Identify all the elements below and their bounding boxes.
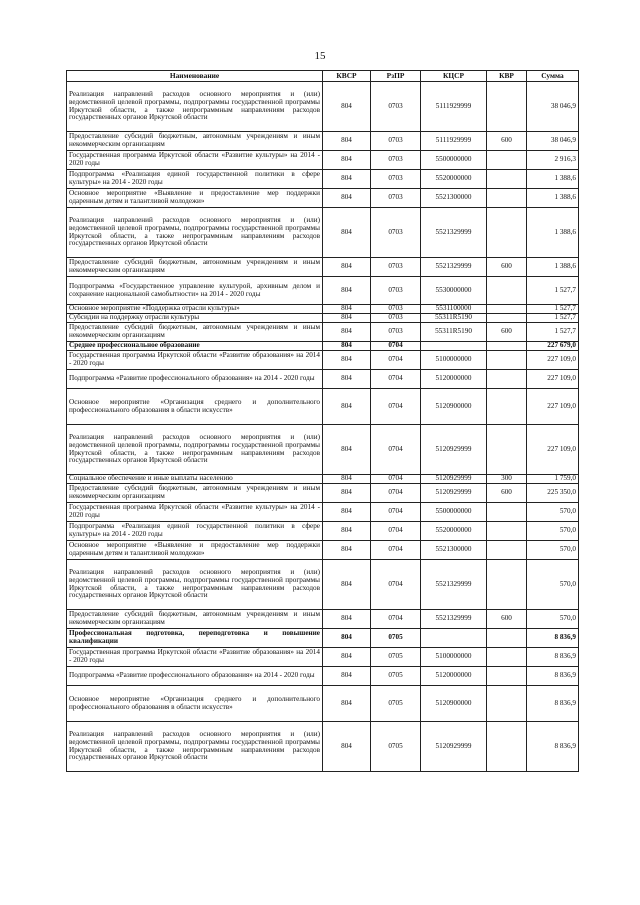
cell-rzpr: 0703 <box>371 314 421 323</box>
cell-kvsr: 804 <box>323 132 371 151</box>
cell-sum: 1 527,7 <box>527 323 579 342</box>
cell-kcsr: 5521300000 <box>421 189 487 208</box>
cell-kcsr: 5120929999 <box>421 484 487 503</box>
cell-kvsr: 804 <box>323 425 371 475</box>
cell-name: Основное мероприятие «Поддержка отрасли культуры» <box>67 305 323 314</box>
cell-kcsr: 5111929999 <box>421 132 487 151</box>
cell-kcsr: 5521329999 <box>421 610 487 629</box>
cell-name: Среднее профессиональное образование <box>67 342 323 351</box>
cell-rzpr: 0703 <box>371 189 421 208</box>
cell-kcsr: 5521329999 <box>421 258 487 277</box>
cell-sum: 225 350,0 <box>527 484 579 503</box>
table-row <box>67 323 579 342</box>
cell-rzpr: 0704 <box>371 522 421 541</box>
cell-name: Государственная программа Иркутской области «Развитие культуры» на 2014 - 2020 годы <box>67 151 323 170</box>
cell-sum: 1 527,7 <box>527 314 579 323</box>
table-header-row <box>67 71 579 82</box>
cell-rzpr: 0705 <box>371 667 421 686</box>
cell-sum: 227 109,0 <box>527 370 579 389</box>
cell-kvsr: 804 <box>323 667 371 686</box>
header-kvsr: КВСР <box>323 71 371 82</box>
table-row <box>67 722 579 772</box>
cell-kvsr: 804 <box>323 170 371 189</box>
cell-kcsr: 5520000000 <box>421 170 487 189</box>
cell-kcsr <box>421 629 487 648</box>
table-row <box>67 82 579 132</box>
cell-kvsr: 804 <box>323 151 371 170</box>
cell-kvsr: 804 <box>323 503 371 522</box>
cell-rzpr: 0705 <box>371 629 421 648</box>
cell-rzpr: 0705 <box>371 686 421 722</box>
cell-rzpr: 0705 <box>371 648 421 667</box>
cell-kcsr: 5500000000 <box>421 503 487 522</box>
cell-rzpr: 0704 <box>371 370 421 389</box>
cell-name: Государственная программа Иркутской области «Развитие образования» на 2014 - 2020 годы <box>67 351 323 370</box>
cell-kvsr: 804 <box>323 208 371 258</box>
cell-kvr <box>487 541 527 560</box>
cell-sum: 38 046,9 <box>527 82 579 132</box>
cell-kcsr: 5531100000 <box>421 305 487 314</box>
cell-rzpr: 0703 <box>371 305 421 314</box>
cell-rzpr: 0704 <box>371 425 421 475</box>
cell-sum: 570,0 <box>527 503 579 522</box>
table-row <box>67 342 579 351</box>
cell-name: Субсидии на поддержку отрасли культуры <box>67 314 323 323</box>
table-row <box>67 277 579 305</box>
cell-kvr: 600 <box>487 484 527 503</box>
cell-kvsr: 804 <box>323 351 371 370</box>
cell-kvr <box>487 351 527 370</box>
table-row <box>67 258 579 277</box>
table-row <box>67 686 579 722</box>
header-rzpr: РзПР <box>371 71 421 82</box>
table-row <box>67 629 579 648</box>
cell-kvr <box>487 648 527 667</box>
table-row <box>67 389 579 425</box>
table-row <box>67 648 579 667</box>
table-row <box>67 667 579 686</box>
cell-name: Основное мероприятие «Организация среднего и дополнительного профессионального образования в области искусств» <box>67 389 323 425</box>
cell-rzpr: 0703 <box>371 151 421 170</box>
table-row <box>67 522 579 541</box>
cell-kvr: 600 <box>487 258 527 277</box>
cell-kvsr: 804 <box>323 323 371 342</box>
table-row <box>67 314 579 323</box>
cell-kcsr: 5120000000 <box>421 667 487 686</box>
table-row <box>67 370 579 389</box>
cell-sum: 570,0 <box>527 522 579 541</box>
page-number: 15 <box>314 50 326 62</box>
cell-kvsr: 804 <box>323 342 371 351</box>
cell-kvr: 600 <box>487 610 527 629</box>
cell-name: Предоставление субсидий бюджетным, автономным учреждениям и иным некоммерческим организациям <box>67 132 323 151</box>
table-row <box>67 541 579 560</box>
header-name: Наименование <box>67 71 323 82</box>
table-row <box>67 208 579 258</box>
cell-kvsr: 804 <box>323 629 371 648</box>
cell-kcsr: 5521329999 <box>421 560 487 610</box>
cell-name: Реализация направлений расходов основного мероприятия и (или) ведомственной целевой программы, подпрограммы государственной программы Иркутской области, а также непрограммным направлениям расходов государственных органов Иркутской области <box>67 722 323 772</box>
cell-sum: 2 916,3 <box>527 151 579 170</box>
cell-kvsr: 804 <box>323 258 371 277</box>
table-row <box>67 170 579 189</box>
cell-kvr <box>487 522 527 541</box>
cell-kcsr: 5120000000 <box>421 370 487 389</box>
cell-name: Социальное обеспечение и иные выплаты населению <box>67 475 323 484</box>
cell-rzpr: 0703 <box>371 277 421 305</box>
cell-sum: 8 836,9 <box>527 629 579 648</box>
cell-name: Государственная программа Иркутской области «Развитие культуры» на 2014 - 2020 годы <box>67 503 323 522</box>
cell-name: Реализация направлений расходов основного мероприятия и (или) ведомственной целевой программы, подпрограммы государственной программы Иркутской области, а также непрограммным направлениям расходов государственных органов Иркутской области <box>67 560 323 610</box>
cell-kcsr: 5500000000 <box>421 151 487 170</box>
cell-name: Профессиональная подготовка, переподготовка и повышение квалификации <box>67 629 323 648</box>
cell-sum: 227 109,0 <box>527 389 579 425</box>
cell-kvsr: 804 <box>323 389 371 425</box>
header-kcsr: КЦСР <box>421 71 487 82</box>
cell-kcsr: 5520000000 <box>421 522 487 541</box>
cell-kvr <box>487 170 527 189</box>
cell-kvr <box>487 389 527 425</box>
cell-sum: 570,0 <box>527 541 579 560</box>
cell-sum: 1 388,6 <box>527 170 579 189</box>
cell-kvsr: 804 <box>323 189 371 208</box>
cell-kvr <box>487 560 527 610</box>
cell-kcsr: 5521300000 <box>421 541 487 560</box>
cell-kvr <box>487 151 527 170</box>
table-body <box>67 82 579 772</box>
cell-name: Основное мероприятие «Организация среднего и дополнительного профессионального образования в области искусств» <box>67 686 323 722</box>
cell-name: Основное мероприятие «Выявление и предоставление мер поддержки одаренным детям и талантливой молодежи» <box>67 189 323 208</box>
table-row <box>67 503 579 522</box>
cell-rzpr: 0704 <box>371 475 421 484</box>
cell-kcsr: 5120929999 <box>421 722 487 772</box>
cell-rzpr: 0704 <box>371 351 421 370</box>
cell-kvr <box>487 189 527 208</box>
cell-rzpr: 0704 <box>371 342 421 351</box>
cell-name: Основное мероприятие «Выявление и предоставление мер поддержки одаренным детям и талантливой молодежи» <box>67 541 323 560</box>
header-kvr: КВР <box>487 71 527 82</box>
cell-kcsr: 5521329999 <box>421 208 487 258</box>
cell-kvsr: 804 <box>323 484 371 503</box>
cell-rzpr: 0704 <box>371 610 421 629</box>
cell-kvsr: 804 <box>323 648 371 667</box>
cell-kvr <box>487 82 527 132</box>
cell-name: Реализация направлений расходов основного мероприятия и (или) ведомственной целевой программы, подпрограммы государственной программы Иркутской области, а также непрограммным направлениям расходов государственных органов Иркутской области <box>67 82 323 132</box>
cell-name: Подпрограмма «Реализация единой государственной политики в сфере культуры» на 2014 - 2020 годы <box>67 522 323 541</box>
cell-kvsr: 804 <box>323 610 371 629</box>
cell-kvr <box>487 305 527 314</box>
cell-name: Государственная программа Иркутской области «Развитие образования» на 2014 - 2020 годы <box>67 648 323 667</box>
cell-kvsr: 804 <box>323 370 371 389</box>
cell-kvr <box>487 208 527 258</box>
cell-rzpr: 0704 <box>371 503 421 522</box>
cell-rzpr: 0704 <box>371 541 421 560</box>
cell-rzpr: 0704 <box>371 389 421 425</box>
cell-kcsr: 5100000000 <box>421 351 487 370</box>
cell-name: Реализация направлений расходов основного мероприятия и (или) ведомственной целевой программы, подпрограммы государственной программы Иркутской области, а также непрограммным направлениям расходов государственных органов Иркутской области <box>67 425 323 475</box>
cell-kvsr: 804 <box>323 560 371 610</box>
cell-rzpr: 0703 <box>371 170 421 189</box>
cell-kcsr: 5120900000 <box>421 389 487 425</box>
cell-kvr <box>487 629 527 648</box>
cell-sum: 570,0 <box>527 560 579 610</box>
cell-rzpr: 0704 <box>371 560 421 610</box>
cell-sum: 1 527,7 <box>527 305 579 314</box>
cell-name: Подпрограмма «Развитие профессионального образования» на 2014 - 2020 годы <box>67 667 323 686</box>
cell-kvsr: 804 <box>323 305 371 314</box>
table-row <box>67 610 579 629</box>
cell-rzpr: 0703 <box>371 208 421 258</box>
cell-name: Подпрограмма «Развитие профессионального образования» на 2014 - 2020 годы <box>67 370 323 389</box>
table-row <box>67 351 579 370</box>
cell-sum: 8 836,9 <box>527 722 579 772</box>
cell-name: Реализация направлений расходов основного мероприятия и (или) ведомственной целевой программы, подпрограммы государственной программы Иркутской области, а также непрограммным направлениям расходов государственных органов Иркутской области <box>67 208 323 258</box>
cell-rzpr: 0703 <box>371 258 421 277</box>
cell-kvr: 600 <box>487 132 527 151</box>
cell-rzpr: 0705 <box>371 722 421 772</box>
cell-sum: 570,0 <box>527 610 579 629</box>
cell-kvsr: 804 <box>323 686 371 722</box>
cell-sum: 1 388,6 <box>527 189 579 208</box>
cell-rzpr: 0704 <box>371 484 421 503</box>
budget-table <box>66 70 579 772</box>
cell-name: Предоставление субсидий бюджетным, автономным учреждениям и иным некоммерческим организациям <box>67 610 323 629</box>
cell-kvsr: 804 <box>323 541 371 560</box>
cell-kcsr: 5120929999 <box>421 475 487 484</box>
cell-rzpr: 0703 <box>371 82 421 132</box>
cell-sum: 8 836,9 <box>527 686 579 722</box>
table-row <box>67 425 579 475</box>
cell-kvr <box>487 503 527 522</box>
cell-sum: 1 759,0 <box>527 475 579 484</box>
cell-sum: 1 388,6 <box>527 258 579 277</box>
cell-kcsr: 5120929999 <box>421 425 487 475</box>
cell-kvr <box>487 425 527 475</box>
cell-sum: 8 836,9 <box>527 648 579 667</box>
cell-kvsr: 804 <box>323 522 371 541</box>
cell-kvr <box>487 667 527 686</box>
cell-kvsr: 804 <box>323 82 371 132</box>
cell-sum: 1 527,7 <box>527 277 579 305</box>
cell-name: Предоставление субсидий бюджетным, автономным учреждениям и иным некоммерческим организациям <box>67 484 323 503</box>
cell-kcsr: 5120900000 <box>421 686 487 722</box>
cell-kvsr: 804 <box>323 722 371 772</box>
cell-name: Предоставление субсидий бюджетным, автономным учреждениям и иным некоммерческим организациям <box>67 258 323 277</box>
cell-kvr <box>487 342 527 351</box>
table-row <box>67 132 579 151</box>
cell-sum: 1 388,6 <box>527 208 579 258</box>
cell-kvr <box>487 722 527 772</box>
cell-kvsr: 804 <box>323 475 371 484</box>
cell-kvsr: 804 <box>323 277 371 305</box>
table-row <box>67 189 579 208</box>
cell-sum: 227 109,0 <box>527 351 579 370</box>
cell-sum: 38 046,9 <box>527 132 579 151</box>
cell-kvsr: 804 <box>323 314 371 323</box>
cell-rzpr: 0703 <box>371 132 421 151</box>
cell-kvr <box>487 314 527 323</box>
cell-rzpr: 0703 <box>371 323 421 342</box>
cell-name: Предоставление субсидий бюджетным, автономным учреждениям и иным некоммерческим организациям <box>67 323 323 342</box>
cell-name: Подпрограмма «Государственное управление культурой, архивным делом и сохранение национальной самобытности» на 2014 - 2020 годы <box>67 277 323 305</box>
cell-kcsr <box>421 342 487 351</box>
cell-sum: 227 109,0 <box>527 425 579 475</box>
table-row <box>67 484 579 503</box>
table-row <box>67 560 579 610</box>
table-row <box>67 475 579 484</box>
cell-kvr <box>487 686 527 722</box>
cell-kvr <box>487 277 527 305</box>
cell-kvr: 300 <box>487 475 527 484</box>
cell-kvr <box>487 370 527 389</box>
table-row <box>67 151 579 170</box>
header-sum: Сумма <box>527 71 579 82</box>
cell-kcsr: 5530000000 <box>421 277 487 305</box>
cell-sum: 8 836,9 <box>527 667 579 686</box>
cell-sum: 227 679,0 <box>527 342 579 351</box>
cell-kvr: 600 <box>487 323 527 342</box>
cell-name: Подпрограмма «Реализация единой государственной политики в сфере культуры» на 2014 - 2020 годы <box>67 170 323 189</box>
cell-kcsr: 55311R5190 <box>421 314 487 323</box>
cell-kcsr: 55311R5190 <box>421 323 487 342</box>
cell-kcsr: 5111929999 <box>421 82 487 132</box>
cell-kcsr: 5100000000 <box>421 648 487 667</box>
